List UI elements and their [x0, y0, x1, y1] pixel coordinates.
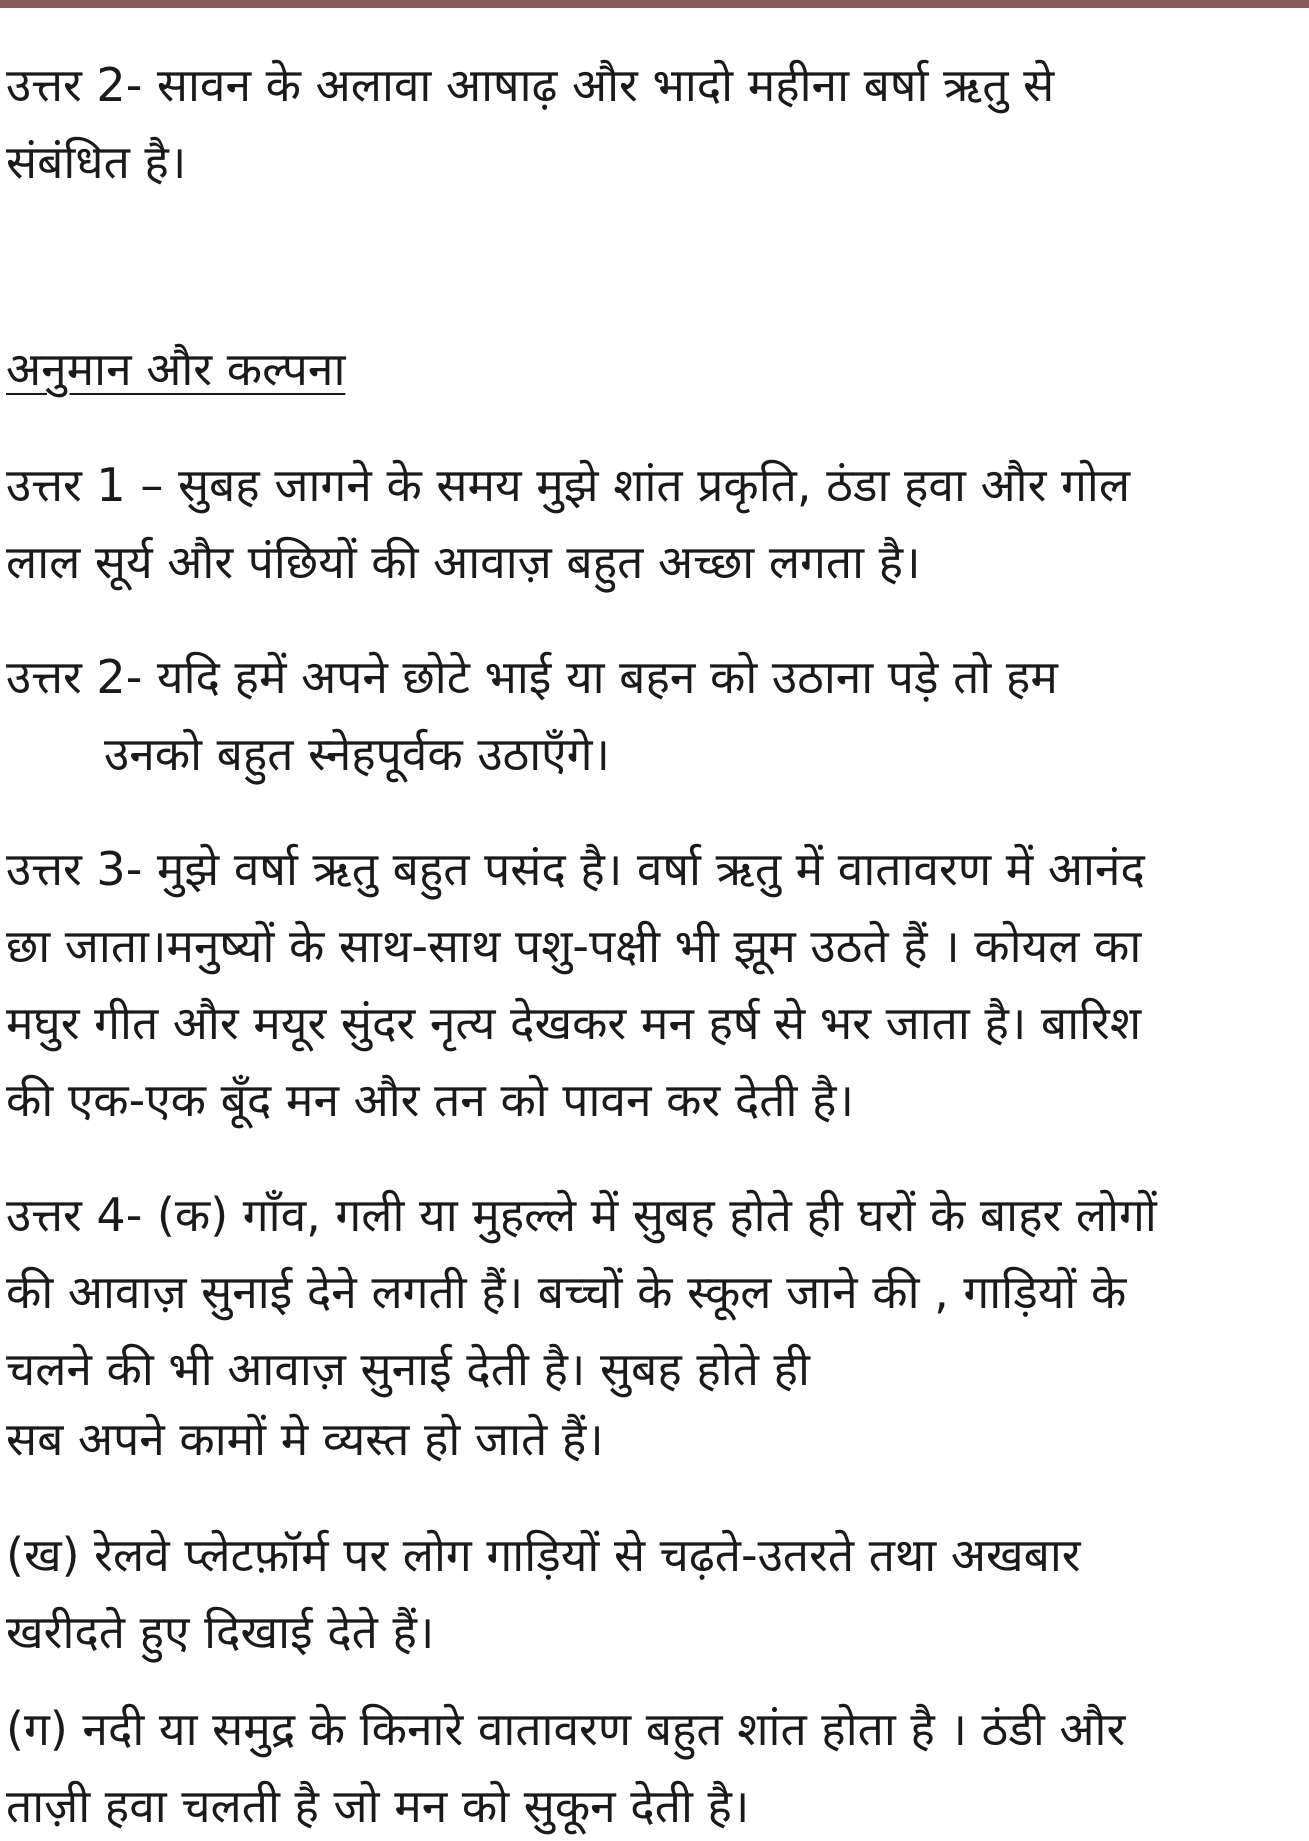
answer-3-line-3: मघुर गीत और मयूर सुंदर नृत्य देखकर मन हर्ष से भर जाता है। बारिश — [6, 996, 1142, 1050]
answer-4-kha-line-2: खरीदते हुए दिखाई देते हैं। — [6, 1605, 435, 1659]
answer-2b-line-2: उनको बहुत स्नेहपूर्वक उठाएँगे। — [104, 727, 610, 781]
answer-2b-line-1: उत्तर 2- यदि हमें अपने छोटे भाई या बहन को उठाना पड़े तो हम — [6, 650, 1058, 704]
answer-4-ga-line-1: (ग) नदी या समुद्र के किनारे वातावरण बहुत शांत होता है । ठंडी और — [6, 1702, 1126, 1756]
section-heading: अनुमान और कल्पना — [6, 342, 346, 396]
answer-4-line-2: की आवाज़ सुनाई देने लगती हैं। बच्चों के स्कूल जाने की , गाड़ियों के — [6, 1265, 1127, 1319]
answer-2-line-2: संबंधित है। — [6, 135, 187, 189]
top-border-bar — [0, 0, 1309, 8]
answer-2-line-1: उत्तर 2- सावन के अलावा आषाढ़ और भादो महीना बर्षा ऋतु से — [6, 58, 1055, 112]
answer-4-kha-line-1: (ख) रेलवे प्लेटफ़ॉर्म पर लोग गाड़ियों से चढ़ते-उतरते तथा अखबार — [6, 1528, 1081, 1582]
answer-3-line-4: की एक-एक बूँद मन और तन को पावन कर देती है। — [6, 1073, 854, 1127]
answer-4-line-3: चलने की भी आवाज़ सुनाई देती है। सुबह होते ही — [6, 1342, 810, 1396]
answer-4-line-1: उत्तर 4- (क) गाँव, गली या मुहल्ले में सुबह होते ही घरों के बाहर लोगों — [6, 1188, 1157, 1242]
answer-4-line-4: सब अपने कामों मे व्यस्त हो जाते हैं। — [6, 1412, 604, 1466]
answer-3-line-1: उत्तर 3- मुझे वर्षा ऋतु बहुत पसंद है। वर्षा ऋतु में वातावरण में आनंद — [6, 842, 1145, 896]
answer-1-line-1: उत्तर 1 – सुबह जागने के समय मुझे शांत प्रकृति, ठंडा हवा और गोल — [6, 458, 1131, 512]
answer-3-line-2: छा जाता।मनुष्यों के साथ-साथ पशु-पक्षी भी झूम उठते हैं । कोयल का — [6, 919, 1142, 973]
answer-1-line-2: लाल सूर्य और पंछियों की आवाज़ बहुत अच्छा लगता है। — [6, 535, 921, 589]
answer-4-ga-line-2: ताज़ी हवा चलती है जो मन को सुकून देती है। — [6, 1779, 750, 1833]
